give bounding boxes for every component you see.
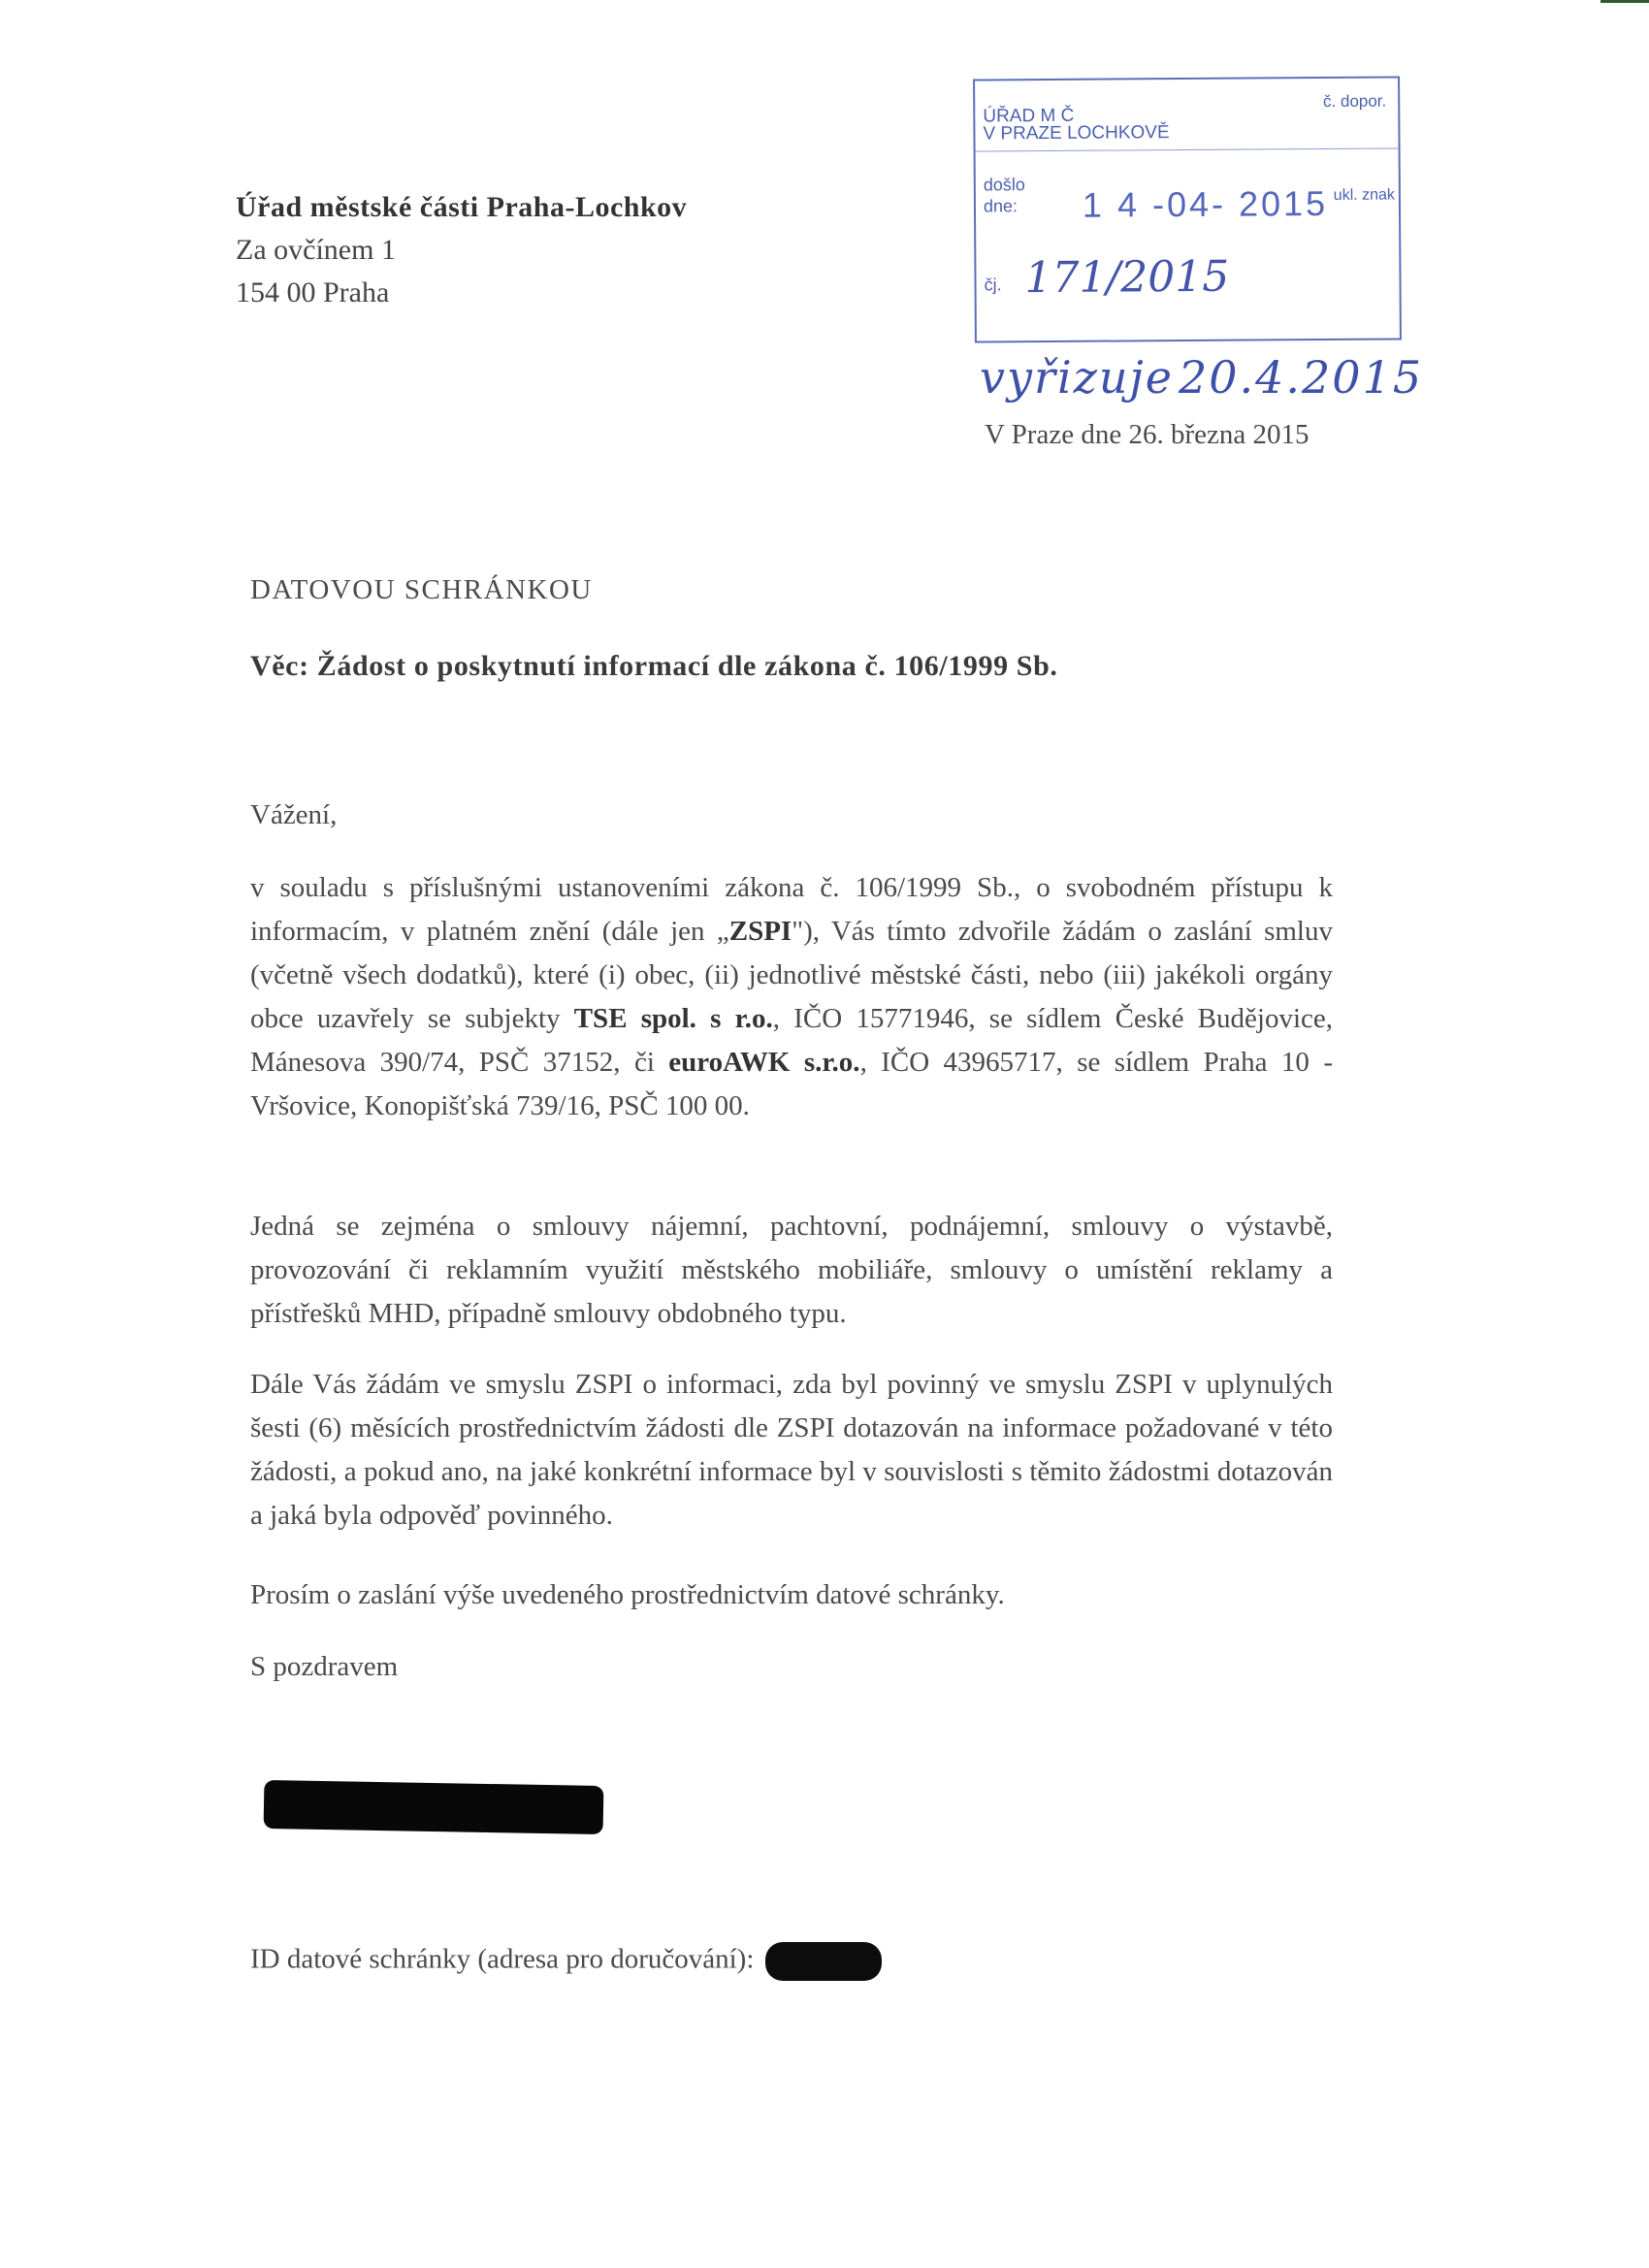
addressee-block	[236, 186, 687, 314]
received-stamp	[973, 76, 1402, 342]
stamp-divider	[976, 147, 1399, 151]
place-date: V Praze dne 26. března 2015	[985, 419, 1310, 450]
handwritten-note: vyřizuje	[980, 351, 1175, 404]
addressee-name: Úřad městské části Praha-Lochkov	[236, 191, 688, 223]
p1-text-a: v souladu s příslušnými ustanoveními zákona č. 106/1999 Sb., o svobodném přístupu k informacím, v platném znění (dále jen „	[250, 872, 1333, 947]
p1-text-c: , IČO 15771946, se sídlem České Budějovice, Mánesova 390/74, PSČ 37152, či	[250, 1003, 1333, 1078]
stamp-office-line2: V PRAZE LOCHKOVĚ	[983, 122, 1170, 145]
stamp-cj-label: čj.	[984, 275, 1002, 295]
body-paragraph-1	[250, 866, 1333, 1128]
data-box-id-label: ID datové schránky (adresa pro doručování):	[250, 1943, 761, 1975]
addressee-street: Za ovčínem 1	[236, 234, 396, 266]
p1-euroawk: euroAWK s.r.o.	[668, 1047, 860, 1078]
delivery-method: DATOVOU SCHRÁNKOU	[250, 574, 593, 605]
p1-tse: TSE spol. s r.o.	[573, 1003, 773, 1034]
handwritten-date: 20.4.2015	[1179, 351, 1424, 404]
stamp-received-date: 1 4 -04- 2015	[1082, 182, 1329, 225]
stamp-cj-handwritten: 171/2015	[1024, 251, 1230, 304]
closing: S pozdravem	[250, 1651, 399, 1682]
p1-text-d: , IČO 43965717, se sídlem Praha 10 - Vršovice, Konopišťská 739/16, PSČ 100 00.	[250, 1047, 1333, 1121]
scan-corner-mark	[1600, 0, 1649, 3]
data-box-id-line	[250, 1942, 882, 1981]
stamp-office-line1: ÚŘAD M Č	[983, 105, 1075, 127]
body-paragraph-2: Jedná se zejména o smlouvy nájemní, pachtovní, podnájemní, smlouvy o výstavbě, provozování či reklamním využití městského mobiliáře, smlouvy o umístění reklamy a přístřešků MHD, případně smlouvy obdobného typu.	[250, 1211, 1333, 1329]
stamp-dne-label: dne:	[983, 196, 1018, 216]
p1-zspi: ZSPI	[728, 916, 792, 947]
redacted-signature	[264, 1780, 604, 1834]
stamp-dopor: č. dopor.	[1322, 91, 1387, 112]
stamp-doslo	[984, 174, 1025, 216]
body-paragraph-3: Dále Vás žádám ve smyslu ZSPI o informaci, zda byl povinný ve smyslu ZSPI v uplynulých šesti (6) měsících prostřednictvím žádosti dle ZSPI dotazován na informace požadované v této žádosti, a pokud ano, na jaké konkrétní informace byl v souvislosti s těmito žádostmi dotazován a jaká byla odpověď povinného.	[250, 1369, 1333, 1531]
addressee-city: 154 00 Praha	[236, 276, 390, 308]
stamp-office	[983, 107, 1169, 143]
stamp-ukl-znak: ukl. znak	[1333, 186, 1395, 204]
subject-line: Věc: Žádost o poskytnutí informací dle zákona č. 106/1999 Sb.	[250, 650, 1058, 682]
salutation: Vážení,	[250, 799, 338, 830]
body-paragraph-4: Prosím o zaslání výše uvedeného prostřednictvím datové schránky.	[250, 1579, 1005, 1610]
stamp-doslo-label: došlo	[983, 175, 1025, 195]
p1-text-b: "), Vás tímto zdvořile žádám o zaslání smluv (včetně všech dodatků), které (i) obec, (ii) jednotlivé městské části, nebo (iii) jakékoli orgány obce uzavřely se subjekty	[250, 916, 1333, 1034]
redacted-data-box-id	[765, 1942, 882, 1981]
